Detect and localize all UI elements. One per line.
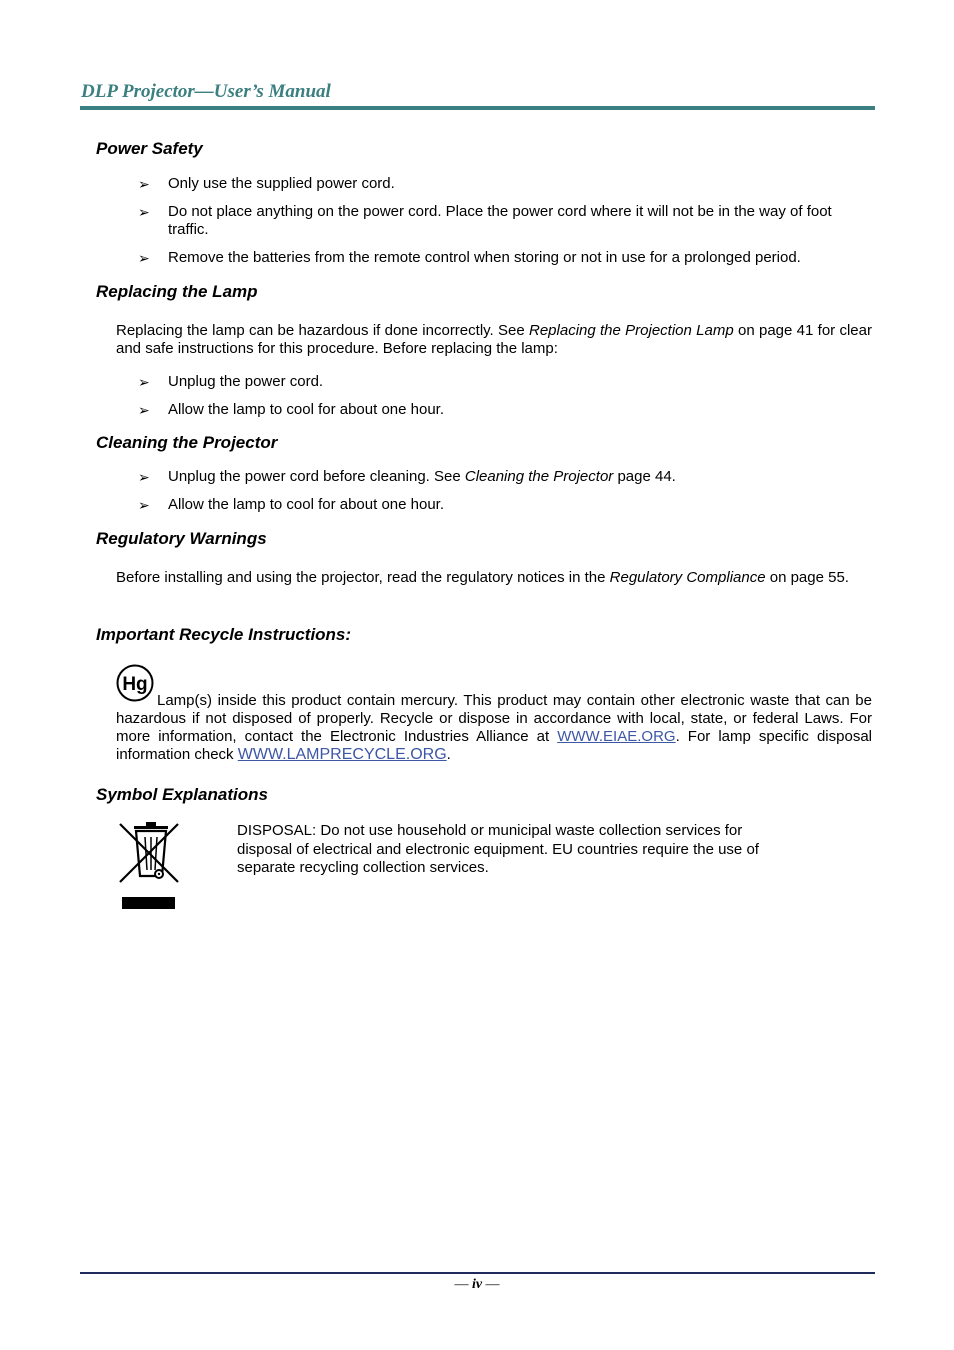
list-item [138, 373, 874, 391]
list-item-text: Remove the batteries from the remote control when storing or not in use for a prolonged period. [168, 249, 801, 266]
eiae-link[interactable]: WWW.EIAE.ORG [557, 728, 676, 745]
list-item [138, 401, 874, 419]
footer-divider [80, 1272, 875, 1274]
page-number-value: iv [471, 1277, 483, 1292]
list-item-text: Unplug the power cord. [168, 373, 324, 390]
recycle-paragraph [116, 692, 872, 764]
heading-recycle-instructions: Important Recycle Instructions: [96, 625, 352, 644]
paragraph-text: Lamp(s) inside this product contain mercury. This product may contain other electronic waste that can be hazardous if not disposed of properly. Recycle or dispose in accordance with local, state, or federal Laws. For more information, contact the Electronic Industries Alliance at [116, 692, 872, 745]
arrow-bullet-icon: ➢ [138, 469, 150, 485]
heading-power-safety: Power Safety [96, 139, 203, 158]
list-item-text: Allow the lamp to cool for about one hour. [168, 496, 445, 513]
list-item [138, 249, 874, 267]
arrow-bullet-icon: ➢ [138, 402, 150, 418]
heading-replacing-lamp: Replacing the Lamp [96, 282, 258, 301]
disposal-explanation: DISPOSAL: Do not use household or municipal waste collection services for disposal of electrical and electronic equipment. EU countries require the use of separate recycling collection services. [237, 822, 759, 876]
paragraph-text: on page 55. [765, 569, 849, 586]
crossed-out-wheelie-bin-icon [116, 820, 182, 912]
regulatory-paragraph [116, 569, 872, 587]
heading-symbol-explanations: Symbol Explanations [96, 785, 268, 804]
paragraph-text: on page 41 for clear and safe instructions for this procedure. Before replacing the lamp: [116, 322, 872, 357]
list-item [138, 203, 874, 239]
footer-dash: — [482, 1277, 500, 1292]
lamprecycle-link[interactable]: WWW.LAMPRECYCLE.ORG [237, 746, 447, 763]
arrow-bullet-icon: ➢ [138, 204, 150, 220]
hg-icon-label: Hg [122, 674, 148, 695]
heading-cleaning-projector: Cleaning the Projector [96, 433, 278, 452]
list-item [138, 175, 874, 193]
paragraph-text: . [446, 746, 451, 763]
cross-reference: Replacing the Projection Lamp [529, 322, 734, 339]
list-item-text: Only use the supplied power cord. [168, 175, 395, 192]
paragraph-text: Before installing and using the projector, read the regulatory notices in the [116, 569, 610, 586]
manual-title: DLP Projector—User’s Manual [81, 81, 331, 102]
header-divider [80, 106, 875, 110]
heading-regulatory-warnings: Regulatory Warnings [96, 529, 267, 548]
replacing-lamp-paragraph [116, 322, 872, 358]
arrow-bullet-icon: ➢ [138, 250, 150, 266]
item-text: Unplug the power cord before cleaning. See [168, 468, 465, 485]
list-item [138, 468, 874, 486]
paragraph-text: . For lamp specific disposal information check [116, 728, 872, 763]
arrow-bullet-icon: ➢ [138, 497, 150, 513]
arrow-bullet-icon: ➢ [138, 176, 150, 192]
cross-reference: Regulatory Compliance [609, 569, 766, 586]
list-item [138, 496, 874, 514]
list-item-text: Allow the lamp to cool for about one hour. [168, 401, 445, 418]
arrow-bullet-icon: ➢ [138, 374, 150, 390]
paragraph-text: Replacing the lamp can be hazardous if done incorrectly. See [116, 322, 529, 339]
cross-reference: Cleaning the Projector [464, 468, 614, 485]
page-number [0, 1276, 954, 1294]
footer-dash: — [454, 1277, 472, 1292]
list-item-text: Do not place anything on the power cord. Place the power cord where it will not be in the way of foot traffic. [168, 203, 832, 238]
list-item-text [168, 468, 874, 486]
item-text: page 44. [613, 468, 676, 485]
